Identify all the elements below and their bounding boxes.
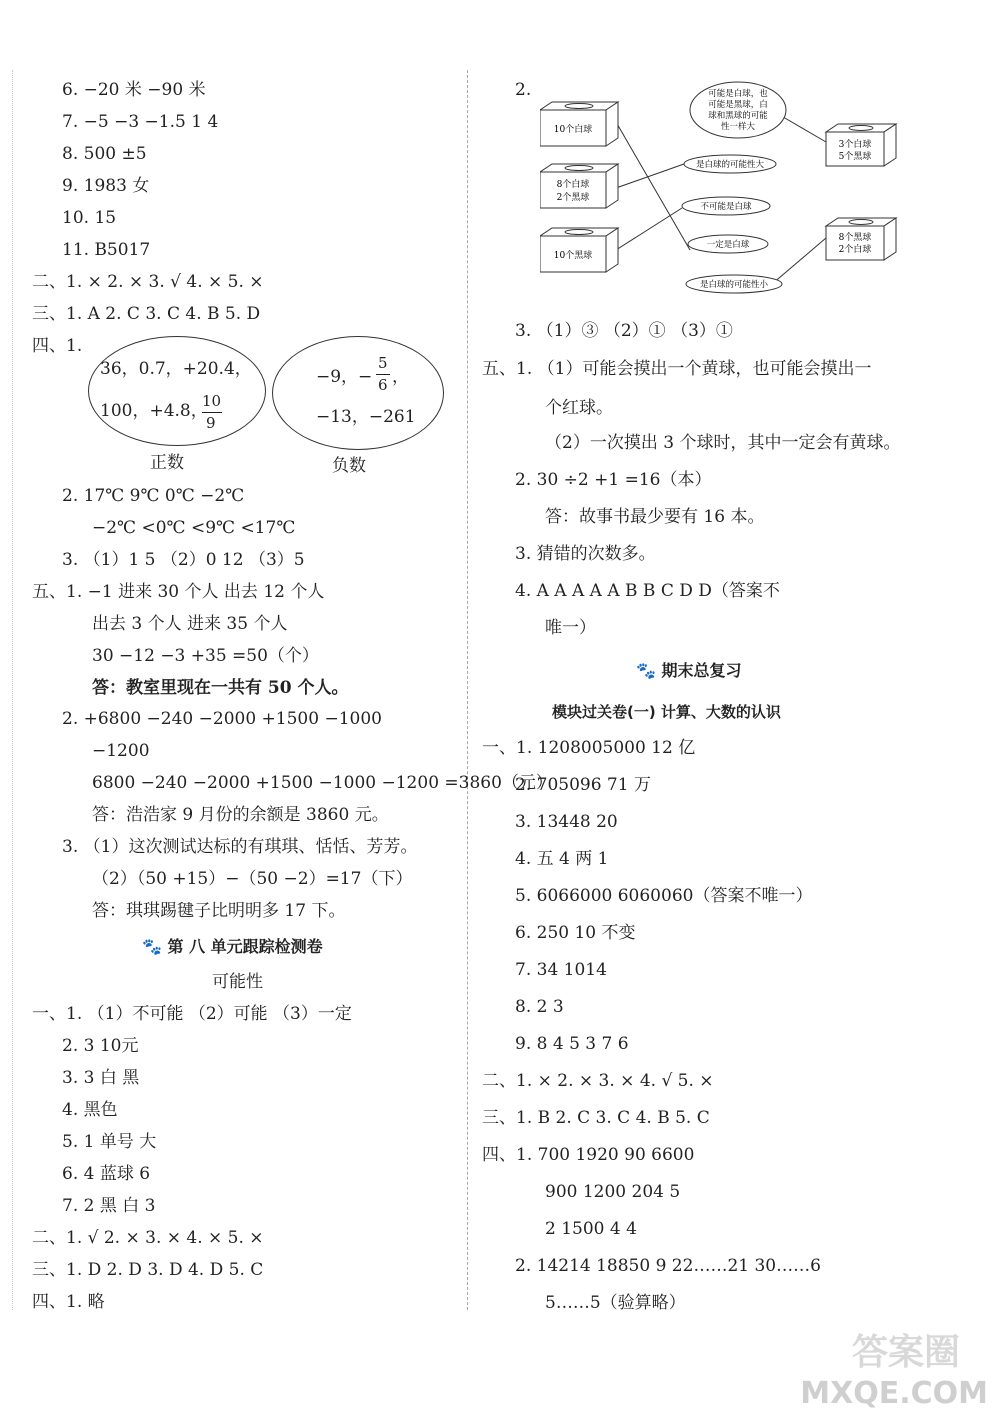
negative-numbers-line2: −13，−261 — [316, 407, 416, 427]
module-answer-6: 6. 250 10 不变 — [515, 923, 636, 943]
right-answer-5-1b: 个红球。 — [545, 398, 613, 418]
answer-5-2c: 6800 −240 −2000 +1500 −1000 −1200 =3860（元） — [92, 773, 553, 793]
svg-text:可能是黑球，白: 可能是黑球，白 — [708, 100, 768, 110]
svg-text:性一样大: 性一样大 — [720, 122, 756, 132]
answer-7: 7. −5 −3 −1.5 1 4 — [62, 112, 219, 132]
svg-text:球和黑球的可能: 球和黑球的可能 — [708, 111, 768, 121]
module-section-4b: 900 1200 204 5 — [545, 1182, 681, 1202]
svg-text:是白球的可能性小: 是白球的可能性小 — [699, 280, 769, 290]
positive-numbers-line2: 100，+4.8， — [100, 401, 208, 421]
module-section-2: 二、1. × 2. × 3. × 4. √ 5. × — [482, 1071, 714, 1091]
answer-5-1b: 出去 3 个人 进来 35 个人 — [92, 614, 288, 634]
unit-section-4: 四、1. 略 — [32, 1292, 105, 1312]
oval-white-likely — [684, 155, 776, 173]
right-answer-5-2b: 答：故事书最少要有 16 本。 — [545, 507, 765, 527]
module-section-4-2: 2. 14214 18850 9 22……21 30……6 — [515, 1256, 821, 1276]
answer-5-2d: 答：浩浩家 9 月份的余额是 3860 元。 — [92, 805, 389, 825]
unit-answer-4: 4. 黑色 — [62, 1100, 118, 1120]
right-answer-3: 3. （1）③ （2）① （3）① — [515, 321, 733, 341]
negative-numbers-line1: −9，− — [316, 367, 373, 387]
svg-text:2个白球: 2个白球 — [838, 245, 872, 255]
answer-5-1: 五、1. −1 进来 30 个人 出去 12 个人 — [32, 582, 325, 602]
module-answer-4: 4. 五 4 两 1 — [515, 849, 609, 869]
svg-text:5个黑球: 5个黑球 — [838, 152, 872, 162]
box-8-black-2-white — [826, 218, 896, 260]
svg-text:是白球的可能性大: 是白球的可能性大 — [695, 160, 765, 170]
section-4-label: 四、1. — [32, 336, 83, 356]
answer-5-3: 3. （1）这次测试达标的有琪琪、恬恬、芳芳。 — [62, 837, 418, 857]
answer-4-2a: 2. 17℃ 9℃ 0℃ −2℃ — [62, 486, 245, 506]
positive-label: 正数 — [150, 453, 184, 473]
section-2-answers: 二、1. × 2. × 3. √ 4. × 5. × — [32, 272, 264, 292]
positive-number-oval — [88, 336, 266, 446]
unit-answer-3: 3. 3 白 黑 — [62, 1068, 140, 1088]
answer-5-2b: −1200 — [92, 741, 150, 761]
module-section-4c: 2 1500 4 4 — [545, 1219, 637, 1239]
oval-white-unlikely — [686, 275, 782, 293]
answer-4-3: 3. （1）1 5 （2）0 12 （3）5 — [62, 550, 305, 570]
right-answer-5-3: 3. 猜错的次数多。 — [515, 544, 656, 564]
svg-text:8个白球: 8个白球 — [556, 180, 590, 190]
fraction-numerator: 10 — [202, 392, 222, 410]
column-divider — [467, 70, 468, 1310]
svg-text:8个黑球: 8个黑球 — [838, 233, 872, 243]
section-3-answers: 三、1. A 2. C 3. C 4. B 5. D — [32, 304, 261, 324]
answer-8: 8. 500 ±5 — [62, 144, 147, 164]
box-10-white — [540, 102, 618, 146]
module-section-4: 四、1. 700 1920 90 6600 — [482, 1145, 695, 1165]
right-answer-5-4b: 唯一） — [545, 618, 596, 638]
answer-10: 10. 15 — [62, 208, 117, 228]
fraction-denominator: 9 — [206, 414, 216, 432]
unit-answer-7: 7. 2 黑 白 3 — [62, 1196, 156, 1216]
module-answer-2: 2. 705096 71 万 — [515, 775, 651, 795]
box-10-black — [540, 228, 618, 272]
svg-text:一定是白球: 一定是白球 — [706, 240, 750, 250]
right-answer-5-4: 4. A A A A A B B C D D（答案不 — [515, 581, 780, 601]
svg-text:10个白球: 10个白球 — [553, 125, 593, 135]
module-answer-9: 9. 8 4 5 3 7 6 — [515, 1034, 629, 1054]
oval-impossible-white — [682, 197, 770, 215]
unit-8-title: 🐾 第 八 单元跟踪检测卷 — [142, 937, 323, 956]
answer-11: 11. B5017 — [62, 240, 151, 260]
answer-5-1d: 答：教室里现在一共有 50 个人。 — [92, 678, 349, 698]
module-answer-1: 一、1. 1208005000 12 亿 — [482, 738, 696, 758]
neg-fraction-denominator: 6 — [378, 376, 388, 394]
right-answer-5-2: 2. 30 ÷2 +1 =16（本） — [515, 470, 712, 490]
answer-4-2b: −2℃ <0℃ <9℃ <17℃ — [92, 518, 296, 538]
module-answer-8: 8. 2 3 — [515, 997, 564, 1017]
answer-9: 9. 1983 女 — [62, 176, 150, 196]
svg-text:可能是白球，也: 可能是白球，也 — [708, 89, 768, 99]
unit-answer-5: 5. 1 单号 大 — [62, 1132, 157, 1152]
neg-fraction-numerator: 5 — [378, 354, 388, 372]
negative-number-oval — [272, 336, 444, 450]
svg-text:10个黑球: 10个黑球 — [553, 251, 593, 261]
left-margin-line — [12, 70, 13, 1310]
unit-answer-6: 6. 4 蓝球 6 — [62, 1164, 151, 1184]
module-answer-5: 5. 6066000 6060060（答案不唯一） — [515, 886, 813, 906]
unit-section-2: 二、1. √ 2. × 3. × 4. × 5. × — [32, 1228, 264, 1248]
oval-equal-chance — [690, 82, 786, 138]
unit-8-subtitle: 可能性 — [212, 972, 263, 992]
box-8-white-2-black — [540, 164, 618, 208]
module-title: 模块过关卷(一) 计算、大数的认识 — [552, 703, 781, 721]
right-q2-label: 2. — [515, 80, 532, 100]
watermark-logo: 答案圈 — [851, 1332, 960, 1373]
unit-answer-1: 一、1. （1）不可能 （2）可能 （3）一定 — [32, 1004, 352, 1024]
module-answer-3: 3. 13448 20 — [515, 812, 618, 832]
module-section-4-2b: 5……5（验算略） — [545, 1293, 686, 1313]
answer-5-2: 2. +6800 −240 −2000 +1500 −1000 — [62, 709, 382, 729]
answer-5-3b: （2）（50 +15）−（50 −2）=17（下） — [92, 869, 413, 889]
svg-text:3个白球: 3个白球 — [838, 140, 872, 150]
positive-numbers-line1: 36，0.7，+20.4， — [100, 359, 252, 379]
right-answer-5-1c: （2）一次摸出 3 个球时，其中一定会有黄球。 — [545, 433, 901, 453]
answer-6: 6. −20 米 −90 米 — [62, 80, 206, 100]
answer-5-3c: 答：琪琪踢毽子比明明多 17 下。 — [92, 901, 346, 921]
paw-icon: 🐾 — [636, 661, 662, 680]
right-answer-5-1: 五、1. （1）可能会摸出一个黄球，也可能会摸出一 — [482, 359, 872, 379]
module-answer-7: 7. 34 1014 — [515, 960, 607, 980]
module-section-3: 三、1. B 2. C 3. C 4. B 5. C — [482, 1108, 710, 1128]
box-3-white-5-black — [826, 124, 896, 166]
neg-comma: ， — [392, 367, 409, 387]
oval-certain-white — [688, 235, 768, 253]
svg-text:2个黑球: 2个黑球 — [556, 193, 590, 203]
matching-diagram — [540, 80, 940, 300]
negative-label: 负数 — [332, 456, 366, 476]
unit-answer-2: 2. 3 10元 — [62, 1036, 139, 1056]
final-review-title: 🐾 期末总复习 — [636, 661, 742, 680]
watermark: MXQE.COM — [800, 1376, 988, 1411]
unit-section-3: 三、1. D 2. D 3. D 4. D 5. C — [32, 1260, 264, 1280]
answer-5-1c: 30 −12 −3 +35 =50（个） — [92, 646, 319, 666]
svg-text:不可能是白球: 不可能是白球 — [700, 202, 752, 212]
paw-icon: 🐾 — [142, 937, 168, 956]
